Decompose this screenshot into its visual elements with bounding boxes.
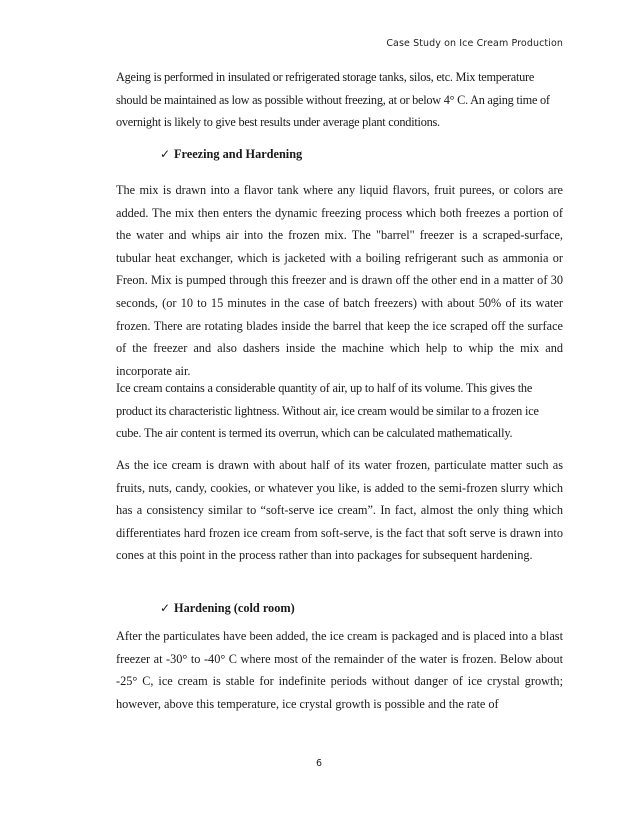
heading-hardening-label: Hardening (cold room) (174, 601, 295, 615)
page-number: 6 (315, 758, 323, 769)
paragraph-particulates: As the ice cream is drawn with about half of its water frozen, particulate matter such as fruits, nuts, candy, cookies, or whatever you like, is added to the semi-frozen slurry which has a consistency similar to “soft-serve ice cream”. In fact, almost the only thing which differentiates hard frozen ice cream from soft-serve, is the fact that soft serve is drawn into cones at this point in the process rather than into packages for subsequent hardening. (116, 458, 563, 563)
section-heading-freezing (160, 144, 302, 164)
check-icon: ✓ (160, 601, 171, 615)
check-icon: ✓ (160, 147, 171, 161)
running-header: Case Study on Ice Cream Production (386, 38, 563, 49)
section-heading-hardening (160, 598, 295, 618)
heading-freezing-label: Freezing and Hardening (174, 147, 303, 161)
paragraph-air: Ice cream contains a considerable quantity of air, up to half of its volume. This gives the product its characteristic lightness. Without air, ice cream would be similar to a frozen ice cube. The air content is termed its overrun, which can be calculated mathematically. (116, 381, 539, 441)
paragraph-hardening: After the particulates have been added, the ice cream is packaged and is placed into a blast freezer at -30° to -40° C where most of the remainder of the water is frozen. Below about -25° C, ice cream is stable for indefinite periods without danger of ice crystal growth; however, above this temperature, ice crystal growth is possible and the rate of (116, 629, 563, 711)
paragraph-ageing: Ageing is performed in insulated or refrigerated storage tanks, silos, etc. Mix temperature should be maintained as low as possible without freezing, at or below 4° C. An aging time of overnight is likely to give best results under average plant conditions. (116, 70, 550, 130)
paragraph-mix: The mix is drawn into a flavor tank where any liquid flavors, fruit purees, or colors are added. The mix then enters the dynamic freezing process which both freezes a portion of the water and whips air into the frozen mix. The "barrel" freezer is a scraped-surface, tubular heat exchanger, which is jacketed with a boiling refrigerant such as ammonia or Freon. Mix is pumped through this freezer and is drawn off the other end in a matter of 30 seconds, (or 10 to 15 minutes in the case of batch freezers) with about 50% of its water frozen. There are rotating blades inside the barrel that keep the ice scraped off the surface of the freezer and also dashers inside the machine which help to whip the mix and incorporate air. (116, 183, 563, 378)
